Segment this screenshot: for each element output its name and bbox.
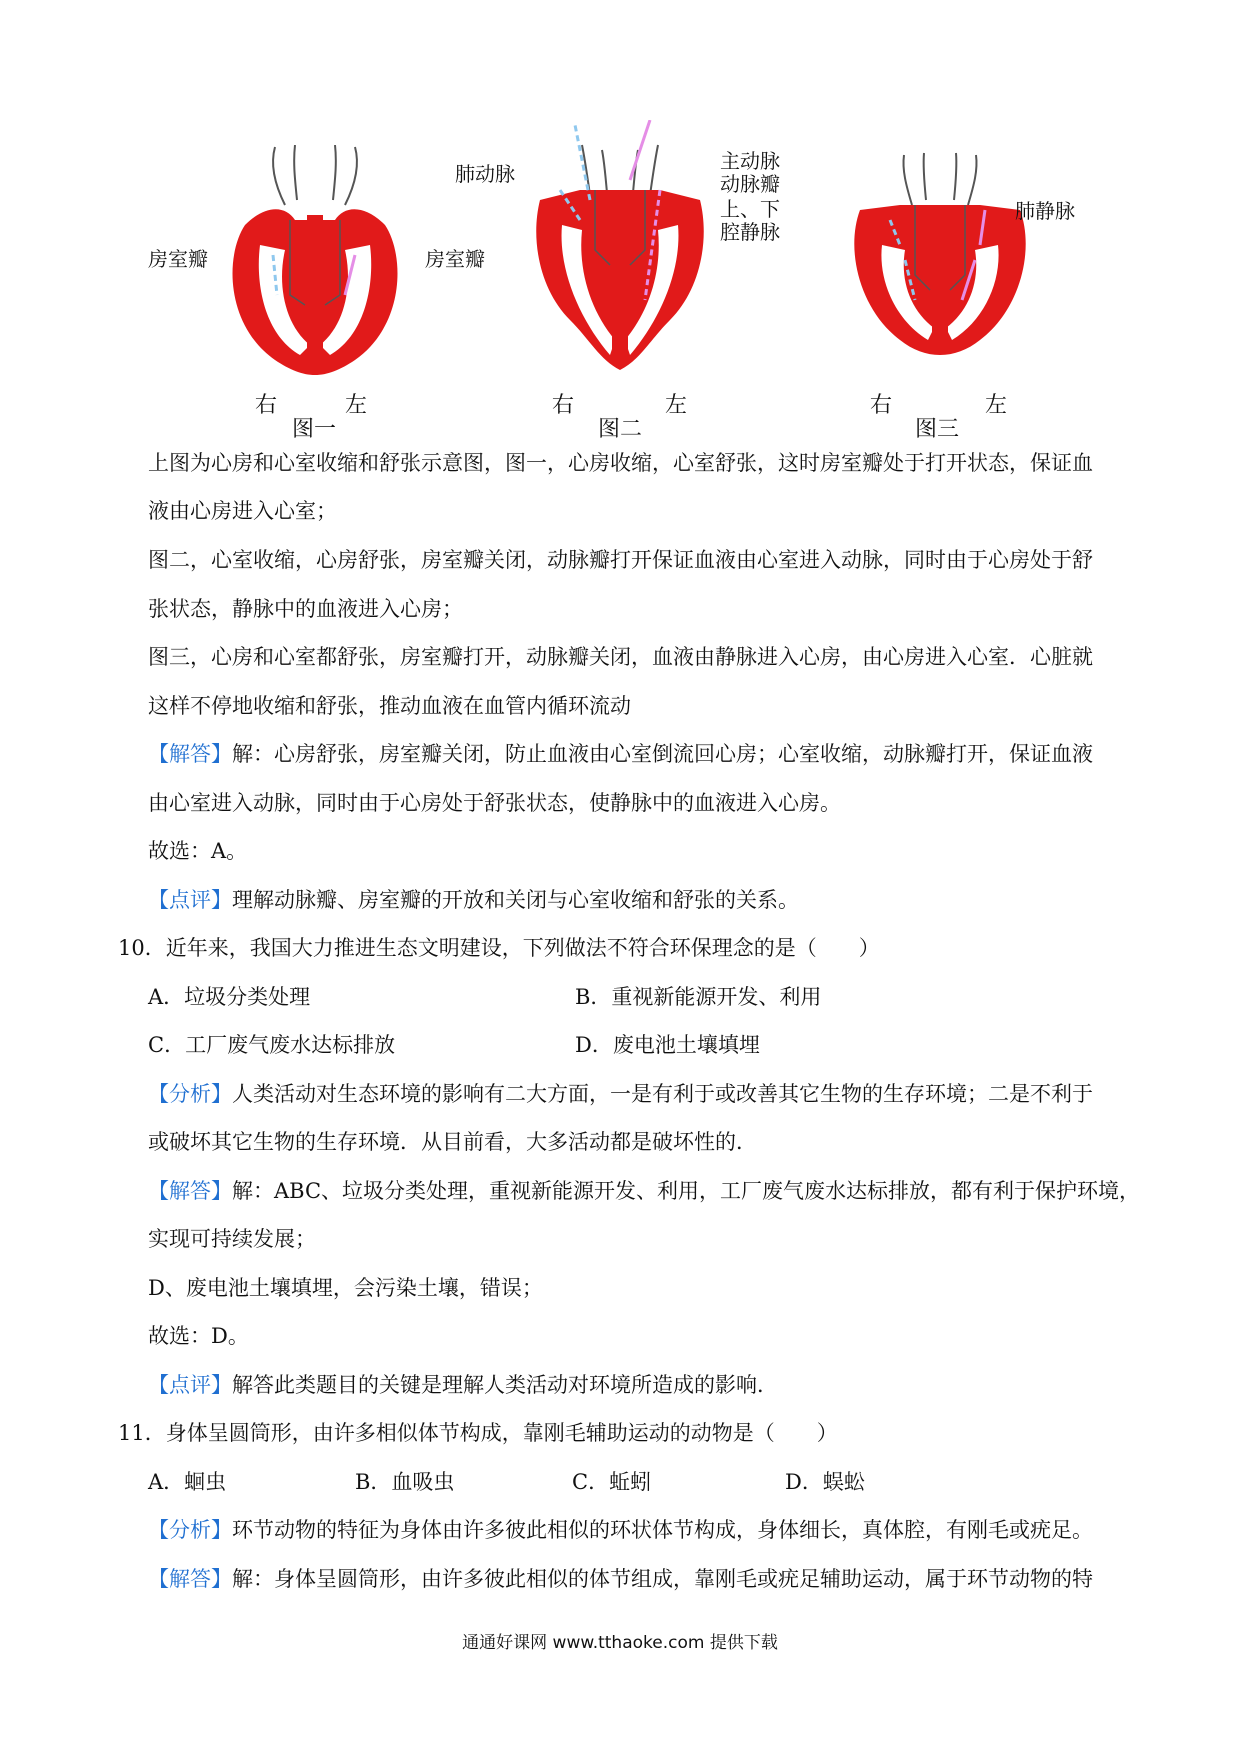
q10-answer-b: 实现可持续发展； [148, 1227, 316, 1251]
fig2-label-vc1: 上、下 [720, 197, 780, 221]
fig2-label-valve: 动脉瓣 [720, 172, 780, 196]
answer-text: 解：身体呈圆筒形，由许多彼此相似的体节组成，靠刚毛或疣足辅助运动，属于环节动物的特 [232, 1567, 1093, 1591]
explain-p2a: 图二，心室收缩，心房舒张，房室瓣关闭，动脉瓣打开保证血液由心室进入动脉，同时由于心房处于舒 [148, 548, 1093, 572]
analysis-tag: 【分析】 [148, 1082, 232, 1106]
q11-option-b: B．血吸虫 [355, 1470, 455, 1494]
explain-comment [148, 884, 799, 916]
explain-p3b: 这样不停地收缩和舒张，推动血液在血管内循环流动 [148, 694, 631, 718]
explain-p1a: 上图为心房和心室收缩和舒张示意图，图一，心房收缩，心室舒张，这时房室瓣处于打开状态，保证血 [148, 451, 1093, 475]
analysis-tag: 【分析】 [148, 1518, 232, 1542]
q10-comment [148, 1369, 778, 1401]
answer-tag: 【解答】 [148, 1179, 232, 1203]
q10-choice: 故选：D。 [148, 1324, 249, 1348]
q11-option-c: C．蚯蚓 [572, 1470, 652, 1494]
comment-text: 理解动脉瓣、房室瓣的开放和关闭与心室收缩和舒张的关系。 [232, 888, 799, 912]
q11-analysis [148, 1514, 1093, 1546]
page-footer: 通通好课网 www.tthaoke.com 提供下载 [462, 1633, 778, 1653]
q11-answer [148, 1563, 1093, 1595]
fig1-caption: 图一 [292, 417, 337, 442]
fig2-left: 左 [665, 393, 688, 418]
fig2-label-aorta: 主动脉 [720, 149, 780, 173]
fig3-left: 左 [985, 393, 1008, 418]
analysis-text: 环节动物的特征为身体由许多彼此相似的环状体节构成，身体细长，真体腔，有刚毛或疣足。 [232, 1518, 1093, 1542]
q10-analysis-a [148, 1078, 1093, 1110]
fig1-left: 左 [345, 393, 368, 418]
explain-choice: 故选：A。 [148, 839, 248, 863]
heart-diagram-fig1 [215, 145, 415, 385]
q10-option-d: D．废电池土壤填埋 [575, 1033, 760, 1057]
explain-p2b: 张状态，静脉中的血液进入心房； [148, 597, 463, 621]
explain-p1b: 液由心房进入心室； [148, 499, 337, 523]
heart-diagram-fig2 [520, 120, 720, 380]
fig1-label-right: 房室瓣 [425, 247, 485, 271]
heart-diagram-fig3 [840, 150, 1040, 380]
q10-answer-a [148, 1175, 1140, 1207]
q10-answer-c: D、废电池土壤填埋，会污染土壤，错误； [148, 1276, 543, 1300]
answer-text: 解：心房舒张，房室瓣关闭，防止血液由心室倒流回心房；心室收缩，动脉瓣打开，保证血液 [232, 742, 1093, 766]
explain-p3a: 图三，心房和心室都舒张，房室瓣打开，动脉瓣关闭，血液由静脉进入心房，由心房进入心室．心脏就 [148, 645, 1093, 669]
q11-stem: 11．身体呈圆筒形，由许多相似体节构成，靠刚毛辅助运动的动物是（ ） [118, 1421, 838, 1445]
answer-text: 解：ABC、垃圾分类处理，重视新能源开发、利用，工厂废气废水达标排放，都有利于保护环境， [232, 1179, 1141, 1203]
fig3-caption: 图三 [915, 417, 960, 442]
comment-tag: 【点评】 [148, 1373, 232, 1397]
fig2-label-vc2: 腔静脉 [720, 220, 780, 244]
q10-option-a: A．垃圾分类处理 [148, 985, 311, 1009]
answer-tag: 【解答】 [148, 742, 232, 766]
explain-answer-a [148, 738, 1093, 770]
analysis-text: 人类活动对生态环境的影响有二大方面，一是有利于或改善其它生物的生存环境；二是不利于 [232, 1082, 1093, 1106]
q10-option-b: B．重视新能源开发、利用 [575, 985, 822, 1009]
q10-option-c: C．工厂废气废水达标排放 [148, 1033, 396, 1057]
q10-analysis-b: 或破坏其它生物的生存环境．从目前看，大多活动都是破坏性的． [148, 1130, 757, 1154]
q10-stem: 10．近年来，我国大力推进生态文明建设，下列做法不符合环保理念的是（ ） [118, 936, 880, 960]
comment-tag: 【点评】 [148, 888, 232, 912]
fig3-label-pv: 肺静脉 [1015, 199, 1075, 223]
fig2-label-pa: 肺动脉 [455, 162, 515, 186]
fig2-right: 右 [552, 393, 575, 418]
fig3-right: 右 [870, 393, 893, 418]
comment-text: 解答此类题目的关键是理解人类活动对环境所造成的影响． [232, 1373, 778, 1397]
fig1-right: 右 [255, 393, 278, 418]
explain-answer-b: 由心室进入动脉，同时由于心房处于舒张状态，使静脉中的血液进入心房。 [148, 791, 841, 815]
answer-tag: 【解答】 [148, 1567, 232, 1591]
fig1-label-left: 房室瓣 [148, 247, 208, 271]
q11-option-a: A．蛔虫 [148, 1470, 227, 1494]
q11-option-d: D．蜈蚣 [785, 1470, 865, 1494]
fig2-caption: 图二 [598, 417, 643, 442]
